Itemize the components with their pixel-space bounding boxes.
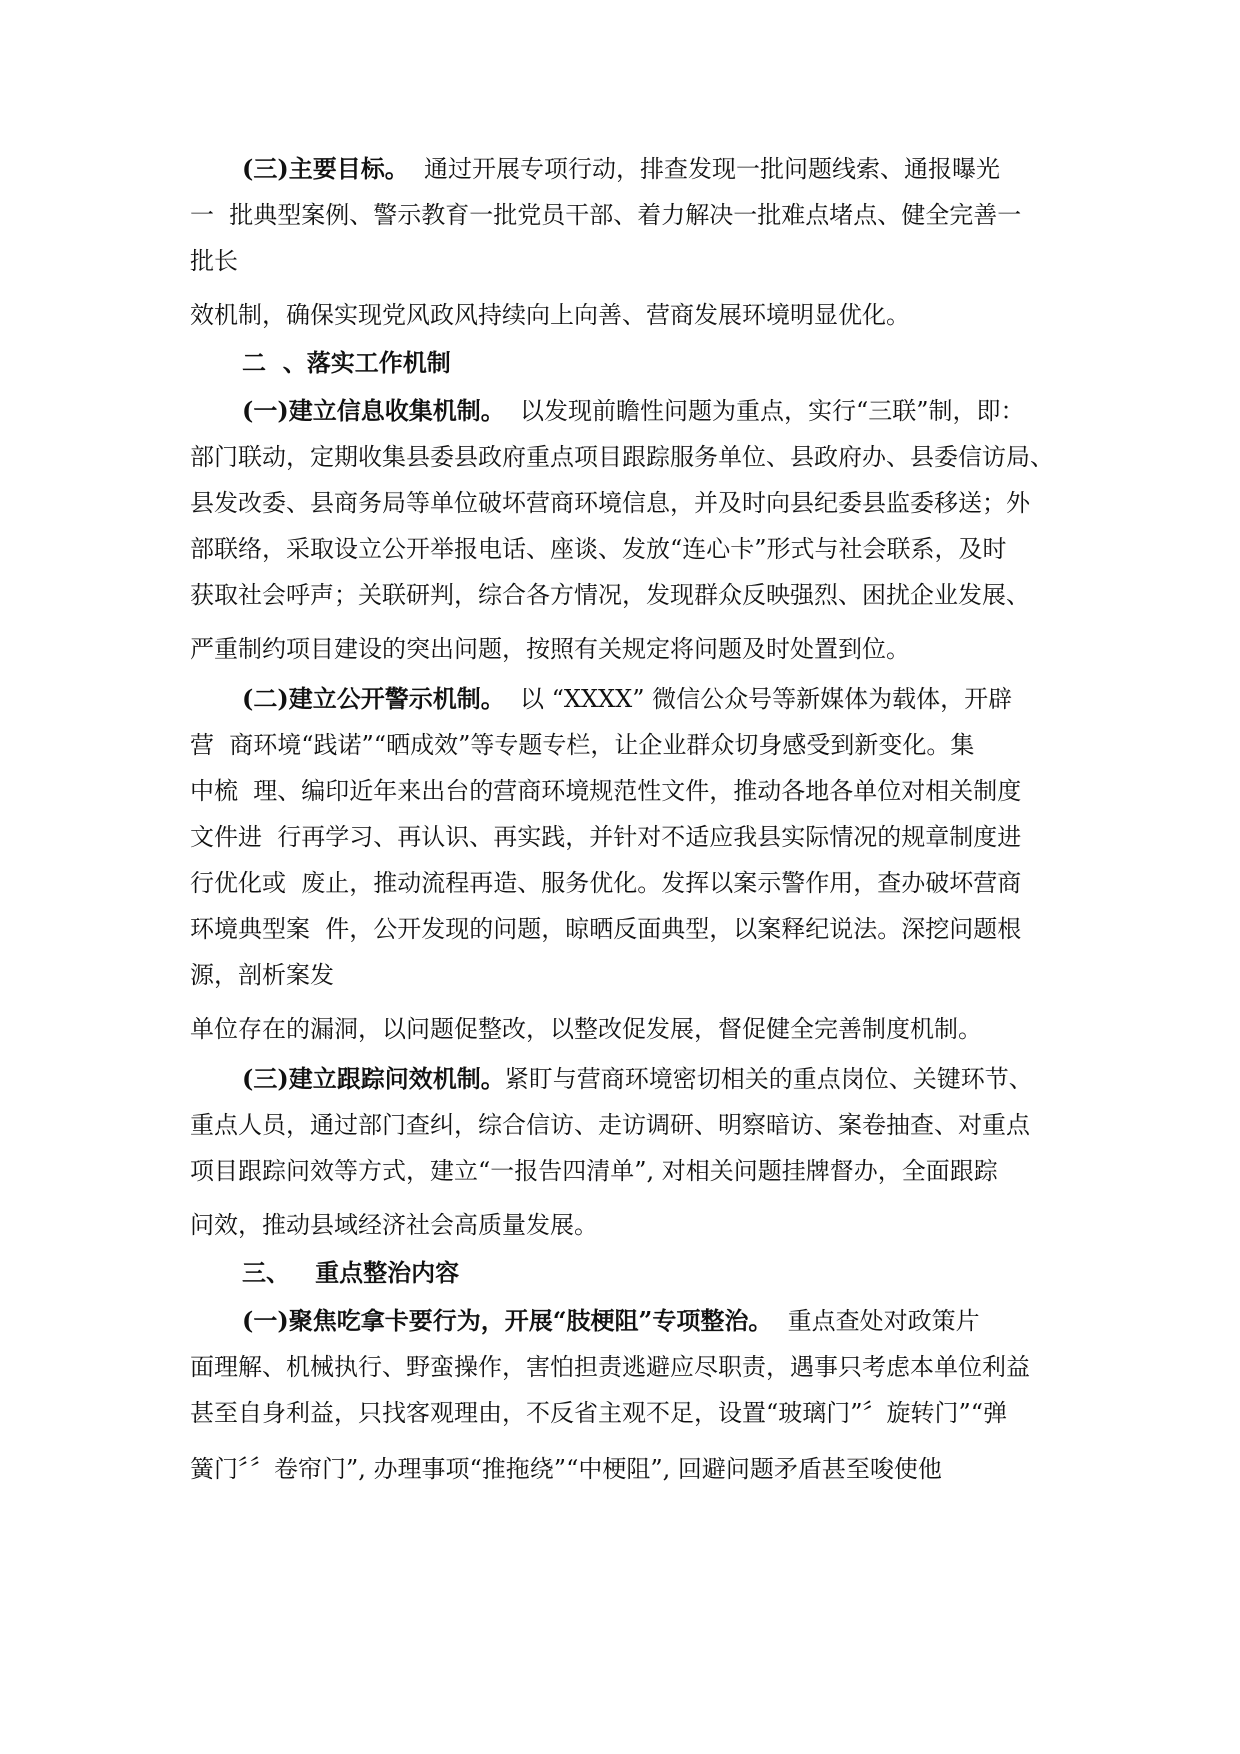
paragraph-target-heading: (三)主要目标。 (242, 154, 409, 183)
paragraph-tracking-heading: (三)建立跟踪问效机制。 (242, 1064, 505, 1093)
paragraph-warning-line-8: 单位存在的漏洞，以问题促整改，以整改促发展，督促健全完善制度机制。 (190, 1015, 982, 1043)
paragraph-info-line-3: 县发改委、县商务局等单位破坏营商环境信息，并及时向县纪委县监委移送；外 (190, 489, 1030, 517)
paragraph-tracking-line-3: 项目跟踪问效等方式，建立“一报告四清单”, 对相关问题挂牌督办，全面跟踪 (190, 1157, 998, 1185)
paragraph-focus-line-1 (242, 1304, 1070, 1338)
paragraph-tracking-line-4: 问效，推动县域经济社会高质量发展。 (190, 1211, 598, 1239)
paragraph-tracking-line-1 (242, 1062, 1070, 1096)
paragraph-info-text: 以发现前瞻性问题为重点，实行“三联”制，即： (504, 397, 1025, 425)
paragraph-warning-heading: (二)建立公开警示机制。 (242, 684, 505, 713)
paragraph-info-line-5: 获取社会呼声；关联研判，综合各方情况，发现群众反映强烈、困扰企业发展、 (190, 581, 1030, 609)
paragraph-warning-line-3: 中梳 理、编印近年来出台的营商环境规范性文件，推动各地各单位对相关制度 (190, 777, 1022, 805)
paragraph-focus-line-3: 甚至自身利益，只找客观理由，不反省主观不足，设置“玻璃门”〞旋转门”“弹 (190, 1399, 1008, 1427)
paragraph-warning-line-6: 环境典型案 件，公开发现的问题，晾晒反面典型，以案释纪说法。深挖问题根 (190, 915, 1022, 943)
paragraph-tracking-text: 紧盯与营商环境密切相关的重点岗位、关键环节、 (504, 1065, 1033, 1093)
paragraph-target-line-2: 一 批典型案例、警示教育一批党员干部、着力解决一批难点堵点、健全完善一 (190, 201, 1022, 229)
paragraph-warning-line-5: 行优化或 废止，推动流程再造、服务优化。发挥以案示警作用，查办破坏营商 (190, 869, 1022, 897)
paragraph-target-text: 通过开展专项行动，排查发现一批问题线索、通报曝光 (408, 155, 1000, 183)
paragraph-target-line-3: 批长 (190, 247, 238, 275)
paragraph-focus-text: 重点查处对政策片 (772, 1307, 980, 1335)
paragraph-warning-line-1 (242, 682, 1070, 716)
paragraph-info-line-4: 部联络，采取设立公开举报电话、座谈、发放“连心卡”形式与社会联系，及时 (190, 535, 1007, 563)
section-2-title: 二 、落实工作机制 (242, 348, 451, 377)
paragraph-warning-line-7: 源，剖析案发 (190, 961, 334, 989)
paragraph-info-heading: (一)建立信息收集机制。 (242, 396, 505, 425)
paragraph-info-line-2: 部门联动，定期收集县委县政府重点项目跟踪服务单位、县政府办、县委信访局、 (190, 443, 1054, 471)
paragraph-info-line-1 (242, 394, 1070, 428)
paragraph-tracking-line-2: 重点人员，通过部门查纠，综合信访、走访调研、明察暗访、案卷抽查、对重点 (190, 1111, 1030, 1139)
paragraph-warning-line-2: 营 商环境“践诺”“晒成效”等专题专栏，让企业群众切身感受到新变化。集 (190, 731, 975, 759)
paragraph-target-line-1 (242, 152, 1070, 186)
section-3-title: 三、 重点整治内容 (242, 1258, 460, 1287)
paragraph-warning-text: 以 “XXXX” 微信公众号等新媒体为载体，开辟 (504, 685, 1013, 713)
paragraph-target-line-4: 效机制，确保实现党风政风持续向上向善、营商发展环境明显优化。 (190, 301, 910, 329)
paragraph-focus-line-2: 面理解、机械执行、野蛮操作，害怕担责逃避应尽职责，遇事只考虑本单位利益 (190, 1353, 1030, 1381)
paragraph-info-line-6: 严重制约项目建设的突出问题，按照有关规定将问题及时处置到位。 (190, 635, 910, 663)
paragraph-focus-line-4: 簧门〞〞卷帘门”, 办理事项“推拖绕”“中梗阻”, 回避问题矛盾甚至唆使他 (190, 1455, 942, 1483)
paragraph-warning-line-4: 文件进 行再学习、再认识、再实践，并针对不适应我县实际情况的规章制度进 (190, 823, 1022, 851)
paragraph-focus-heading: (一)聚焦吃拿卡要行为，开展“肢梗阻”专项整治。 (242, 1306, 773, 1335)
